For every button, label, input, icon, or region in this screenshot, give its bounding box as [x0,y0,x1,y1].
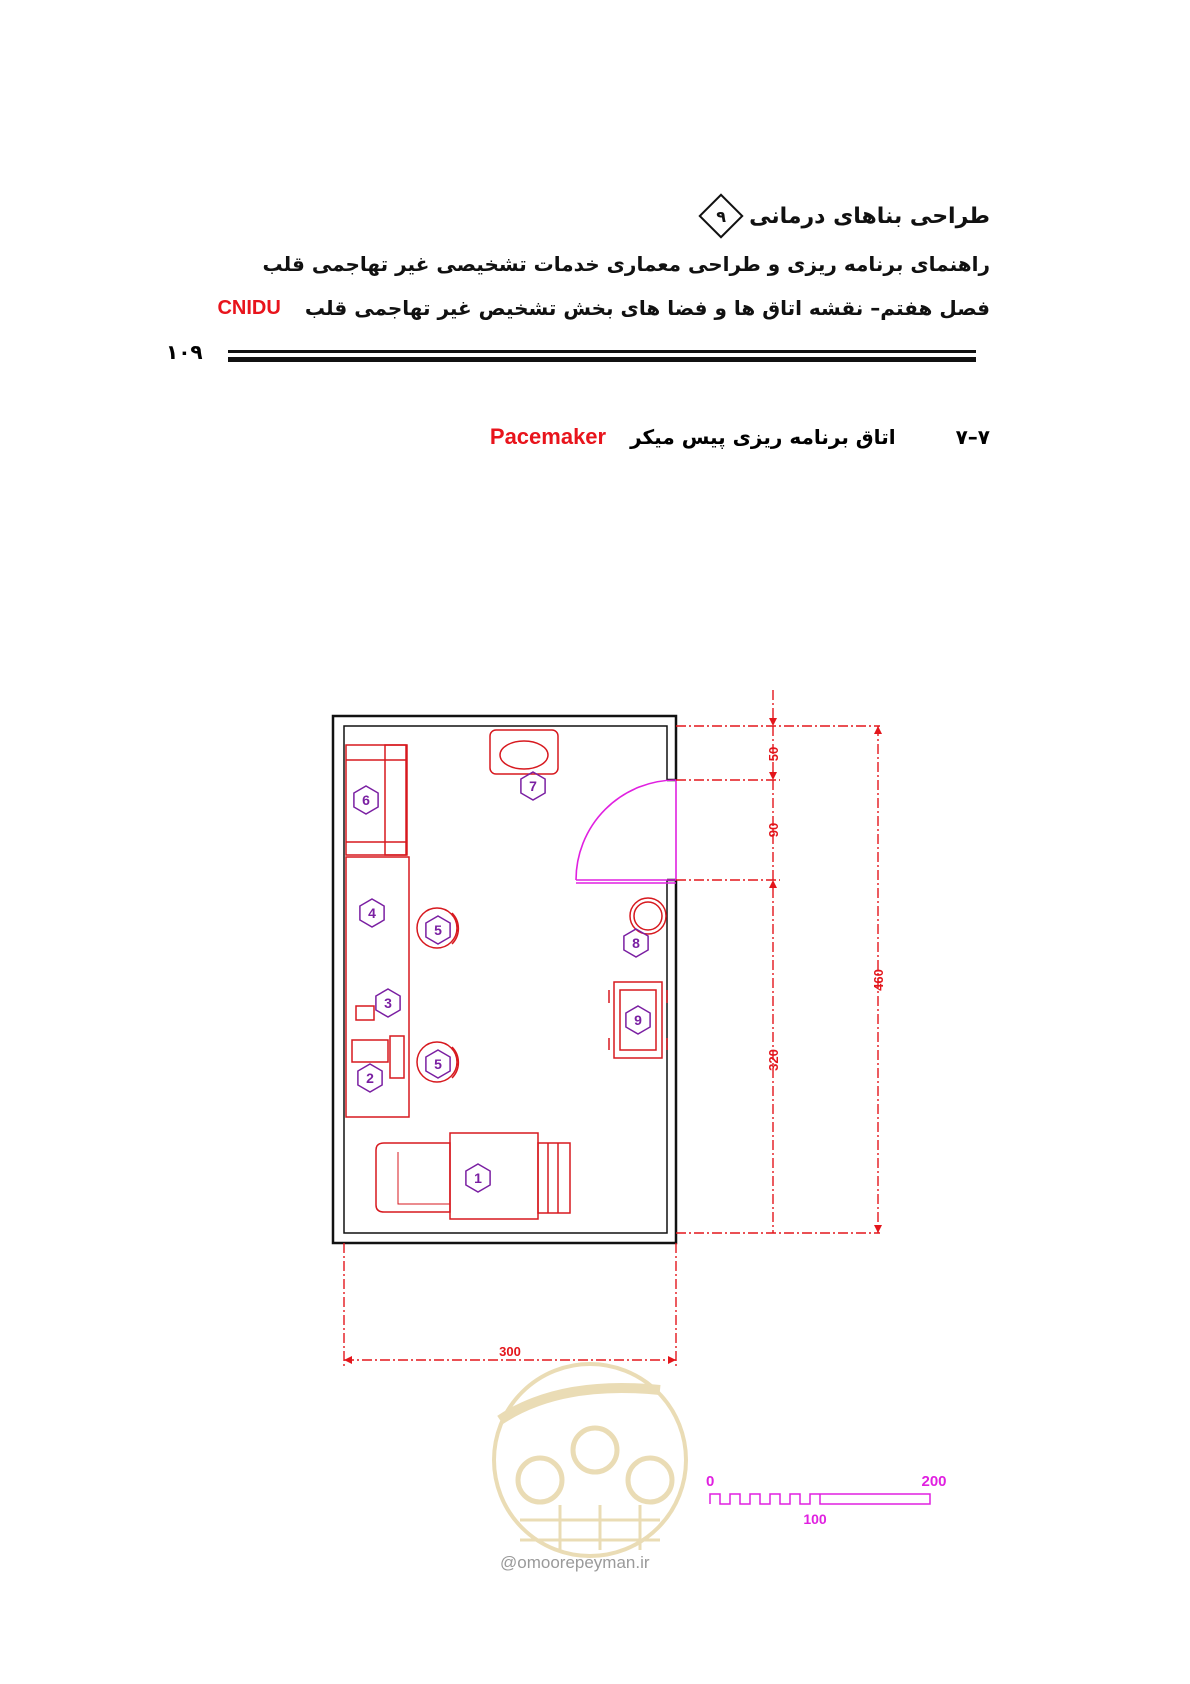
label-number-7: 7 [529,778,537,794]
label-number-3: 3 [384,995,392,1011]
label-number-1: 1 [474,1170,482,1186]
cabinet-6-door [385,745,407,855]
scale-end: 200 [921,1473,947,1490]
scale-bar [706,1473,947,1527]
label-number-8: 8 [632,935,640,951]
dim-door: 90 [766,822,781,838]
furniture [346,730,667,1219]
bed-1-foot [538,1143,570,1213]
label-number-5: 5 [434,922,442,938]
printer-3 [356,1006,374,1020]
book-title-text: طراحی بناهای درمانی [749,203,990,229]
dim-top-clearance: 50 [766,746,781,762]
chapter-title-text: فصل هفتم– نقشه اتاق ها و فضا های بخش تشخیص غیر تهاجمی قلب [304,296,990,320]
watermark-caption: @omoorepeyman.ir [500,1553,650,1572]
bed-1-body [450,1133,538,1219]
chapter-code: CNIDU [217,296,281,319]
sink-bowl [500,741,548,769]
scale-start: 0 [706,1473,715,1490]
section-title: اتاق برنامه ریزی پیس میکر [630,425,896,449]
label-number-9: 9 [634,1012,642,1028]
dim-lower-wall: 320 [766,1049,781,1071]
door [576,780,676,883]
chapter-number: ۹ [716,206,726,226]
door-arc [576,780,676,880]
scale-mid: 100 [803,1511,827,1527]
bed-1-head [376,1143,450,1212]
section-title-en: Pacemaker [489,424,607,449]
inner-wall [344,726,667,1233]
guide-title: راهنمای برنامه ریزی و طراحی معماری خدمات تشخیصی غیر تهاجمی قلب [262,252,990,276]
watermark-seal [494,1364,686,1556]
label-number-2: 2 [366,1070,374,1086]
keyboard-2 [390,1036,404,1078]
dimension-labels [499,747,886,1359]
furniture-labels [354,772,650,1192]
dimension-ticks [344,718,882,1364]
label-number-4: 4 [368,905,376,921]
page-number: ۱۰۹ [166,340,203,364]
section-number: ۷–۷ [955,425,990,449]
label-number-5: 5 [434,1056,442,1072]
dim-width: 300 [499,1344,521,1359]
dimensions [344,690,880,1368]
dim-total-height: 460 [871,969,886,991]
computer-2 [352,1040,388,1062]
cabinet-6 [346,745,406,855]
label-number-6: 6 [362,792,370,808]
